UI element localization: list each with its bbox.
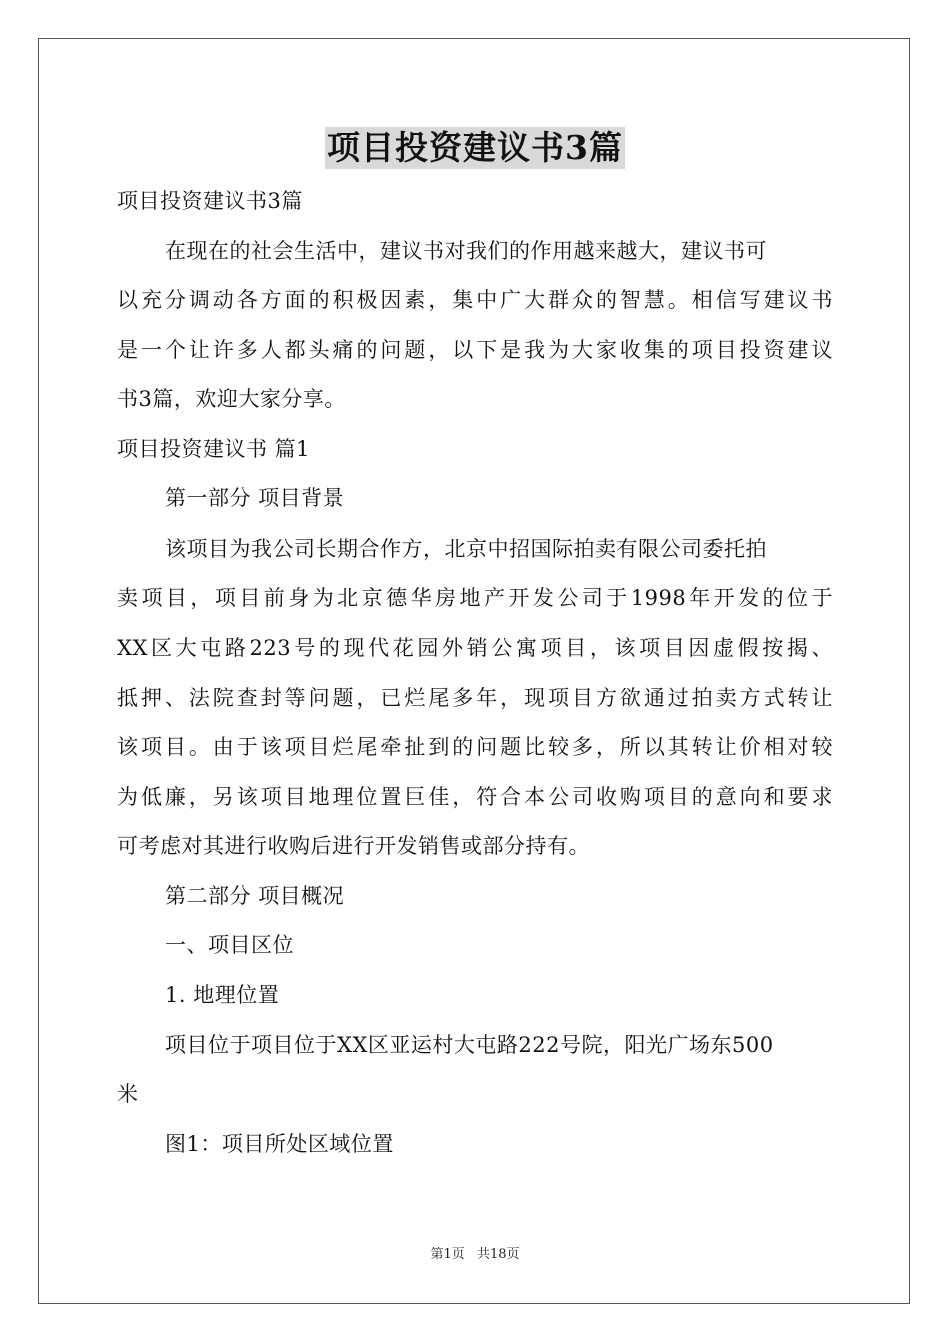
paragraph-line: 卖项目，项目前身为北京德华房地产开发公司于1998年开发的位于 bbox=[117, 586, 833, 610]
paragraph-line: 为低廉，另该项目地理位置巨佳，符合本公司收购项目的意向和要求 bbox=[117, 785, 833, 809]
title-area bbox=[0, 127, 950, 169]
paragraph-line: 该项目为我公司长期合作方，北京中招国际拍卖有限公司委托拍 bbox=[165, 537, 767, 561]
section-heading: 项目投资建议书 篇1 bbox=[117, 437, 311, 461]
page-total: 共18页 bbox=[476, 1247, 520, 1262]
paragraph-line: 以充分调动各方面的积极因素，集中广大群众的智慧。相信写建议书 bbox=[117, 288, 833, 312]
paragraph-line: 该项目。由于该项目烂尾牵扯到的问题比较多，所以其转让价相对较 bbox=[117, 735, 833, 759]
paragraph-line: 在现在的社会生活中，建议书对我们的作用越来越大，建议书可 bbox=[165, 239, 767, 263]
paragraph-line: 书3篇，欢迎大家分享。 bbox=[117, 387, 346, 411]
figure-caption: 图1：项目所处区域位置 bbox=[165, 1132, 394, 1156]
subsection-heading: 1. 地理位置 bbox=[165, 983, 280, 1007]
paragraph-line: 米 bbox=[117, 1082, 139, 1106]
paragraph-line: XX区大屯路223号的现代花园外销公寓项目，该项目因虚假按揭、 bbox=[117, 636, 833, 660]
page-border bbox=[38, 38, 910, 1304]
part-heading: 第二部分 项目概况 bbox=[165, 884, 345, 908]
page-footer bbox=[0, 1246, 950, 1264]
subsection-heading: 一、项目区位 bbox=[165, 933, 294, 957]
part-heading: 第一部分 项目背景 bbox=[165, 486, 345, 510]
paragraph-line: 项目位于项目位于XX区亚运村大屯路222号院，阳光广场东500 bbox=[165, 1033, 774, 1057]
document-title: 项目投资建议书3篇 bbox=[327, 128, 623, 167]
paragraph-line: 可考虑对其进行收购后进行开发销售或部分持有。 bbox=[117, 834, 590, 858]
page-number: 第1页 bbox=[430, 1247, 465, 1262]
paragraph-line: 是一个让许多人都头痛的问题，以下是我为大家收集的项目投资建议 bbox=[117, 338, 833, 362]
paragraph-line: 抵押、法院查封等问题，已烂尾多年，现项目方欲通过拍卖方式转让 bbox=[117, 686, 833, 710]
subtitle-line: 项目投资建议书3篇 bbox=[117, 189, 303, 213]
